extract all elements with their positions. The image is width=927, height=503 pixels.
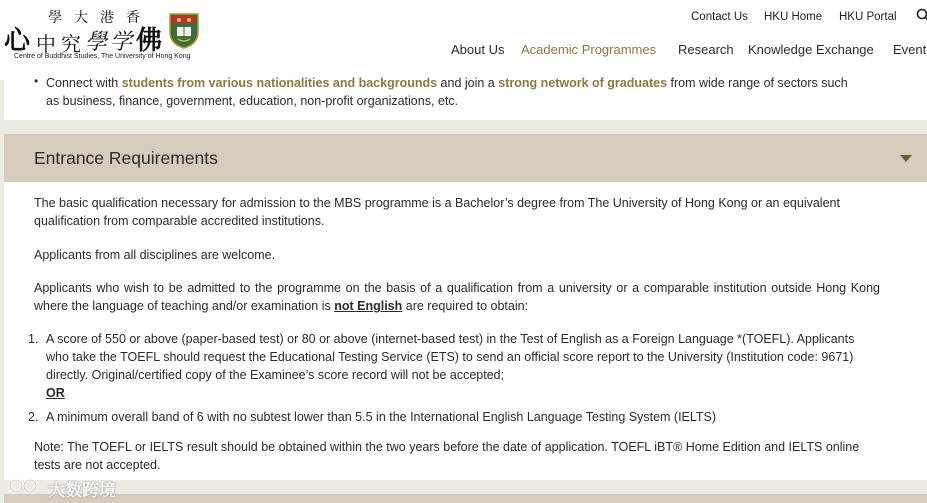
bullet-dot: • [34,74,39,88]
previous-bullet-text: Connect with students from various nationalities and backgrounds and join a strong network of graduates from wide range of sectors such as business, finance, government, education, non-profit organizations, etc. [46,76,848,108]
accordion-header[interactable] [4,134,927,182]
contact-us-link[interactable]: Contact Us [691,11,748,23]
watermark [8,474,138,498]
logo-english-text: Centre of Buddhist Studies, The University of Hong Kong [14,53,191,60]
site-header [0,0,927,80]
paragraph-non-english: Applicants who wish to be admitted to the programme on the basis of a qualification from a university or a comparable institution outside Hong Kong where the language of teaching and/or examination is not English are required to obtain: [34,281,880,313]
watermark-logo-icon [8,476,44,496]
search-icon[interactable] [916,8,927,22]
highlight-network: strong network of graduates [498,76,668,90]
previous-section-content [4,74,927,120]
ielts-requirement: A minimum overall band of 6 with no subtest lower than 5.5 in the International English Language Testing System (IELTS) [46,410,717,424]
utility-nav [0,11,927,25]
nav-events[interactable]: Event [893,42,927,57]
next-accordion-header-edge[interactable] [4,494,927,503]
accordion-title: Entrance Requirements [34,148,218,168]
highlight-nationalities: students from various nationalities and backgrounds [121,76,438,90]
nav-knowledge-exchange[interactable]: Knowledge Exchange [748,42,874,57]
nav-academic-programmes[interactable]: Academic Programmes [521,42,657,57]
toefl-requirement: A score of 550 or above (paper-based test) or 80 or above (internet-based test) in the Test of English as a Foreign Language *(TOEFL). Applicants who take the TOEFL should request the Educational Testing Service (ETS) to send an official score report to the University (Institution code: 9671) directly. Original/certified copy of the Examinee’s score record will not be accepted; [46,332,855,382]
paragraph-basic-qualification: The basic qualification necessary for admission to the MBS programme is a Bachelor’s degree from The University of Hong Kong or an equivalent qualification from comparable accredited institutions. [34,196,840,228]
paragraph-note: Note: The TOEFL or IELTS result should be obtained within the two years before the date of application. TOEFL iBT® Home Edition and IELTS online tests are not accepted. [34,440,860,472]
chevron-down-icon[interactable] [900,155,912,162]
hku-portal-link[interactable]: HKU Portal [839,11,897,23]
logo-chinese-text: 心 中 究 學 学 佛 學 大 港 香 [4,10,163,56]
or-separator: OR [46,386,65,400]
entrance-requirements-accordion: Entrance Requirements The basic qualification necessary for admission to the MBS programme is a Bachelor’s degree from The University of Hong Kong or an equivalent qualification from comparable accredited institutions. Applicants from all disciplines are welcome. Applicants who wish to be admitted to the programme on the basis of a qualification from a university or a comparable institution outside Hong Kong where the language of teaching and/or examination is not English are required to obtain: 1. A score of 550 or above (paper-based test) or 80 or above (internet-based test) in the Test of English as a Foreign Language *(TOEFL). Applicants who take the TOEFL should request the Educational Testing Service (ETS) to send an official score report to the University (Institution code: 9671) directly. Original/certified copy of the Examinee’s score record will not be accepted; OR 2. A minimum overall band of 6 with no subtest lower than 5.5 in the International English Language Testing System (IELTS) Note: The TOEFL or IELTS result should be obtained within the two years before the date of application. TOEFL iBT® Home Edition and IELTS online tests are not accepted. [4,134,927,480]
not-english-emphasis: not English [334,299,403,313]
main-nav [0,42,927,58]
nav-about-us[interactable]: About Us [451,42,505,57]
watermark-text: 大数跨境 [48,481,116,500]
nav-research[interactable]: Research [678,42,734,57]
paragraph-all-disciplines: Applicants from all disciplines are welcome. [34,248,276,262]
hku-home-link[interactable]: HKU Home [764,11,823,23]
